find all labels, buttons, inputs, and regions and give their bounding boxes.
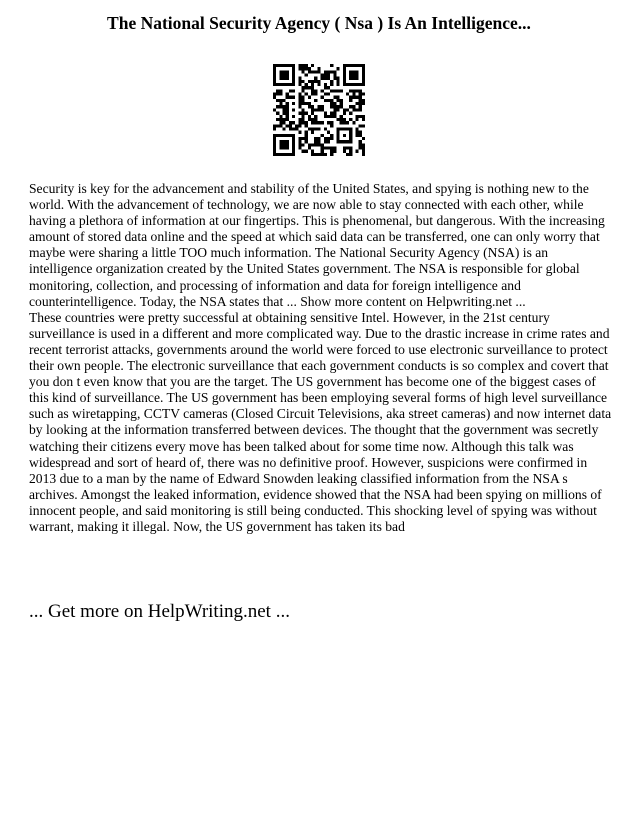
article-body (29, 181, 613, 535)
get-more-link[interactable]: ... Get more on HelpWriting.net ... (29, 601, 290, 622)
qr-code (273, 64, 365, 156)
qr-code-icon (273, 64, 365, 156)
paragraph-2: These countries were pretty successful at obtaining sensitive Intel. However, in the 21st century surveillance is used in a different and more complicated way. Due to the drastic increase in crime rates and recent terrorist attacks, governments around the world were forced to use electronic surveillance to protect their own people. The electronic surveillance that each government conducts is so complex and covert that you don t even know that you are the target. The US government has become one of the biggest cases of this kind of surveillance. The US government has been employing several forms of high level surveillance such as wiretapping, CCTV cameras (Closed Circuit Televisions, aka street cameras) and now internet data by looking at the information transferred between devices. The thought that the government was secretly watching their citizens every move has been talked about for some time now. Although this talk was widespread and sort of heard of, there was no definitive proof. However, suspicions were confirmed in 2013 due to a man by the name of Edward Snowden leaking classified information from the NSA s archives. Amongst the leaked information, evidence showed that the NSA had been spying on millions of innocent people, and said monitoring is still being conducted. This shocking level of spying was without warrant, making it illegal. Now, the US government has taken its bad (29, 309, 612, 534)
paragraph-1: Security is key for the advancement and stability of the United States, and spying is nothing new to the world. With the advancement of technology, we are now able to stay connected with each other, while having a plethora of information at our fingertips. This is phenomenal, but dangerous. With the increasing amount of stored data online and the speed at which said data can be transferred, one can only worry that maybe were sharing a little TOO much information. The National Security Agency (NSA) is an intelligence organization created by the United States government. The NSA is responsible for global monitoring, collection, and processing of information and data for foreign intelligence and counterintelligence. Today, the NSA states that ... Show more content on Helpwriting.net ... (29, 181, 605, 309)
page-title: The National Security Agency ( Nsa ) Is An Intelligence... (107, 13, 531, 33)
